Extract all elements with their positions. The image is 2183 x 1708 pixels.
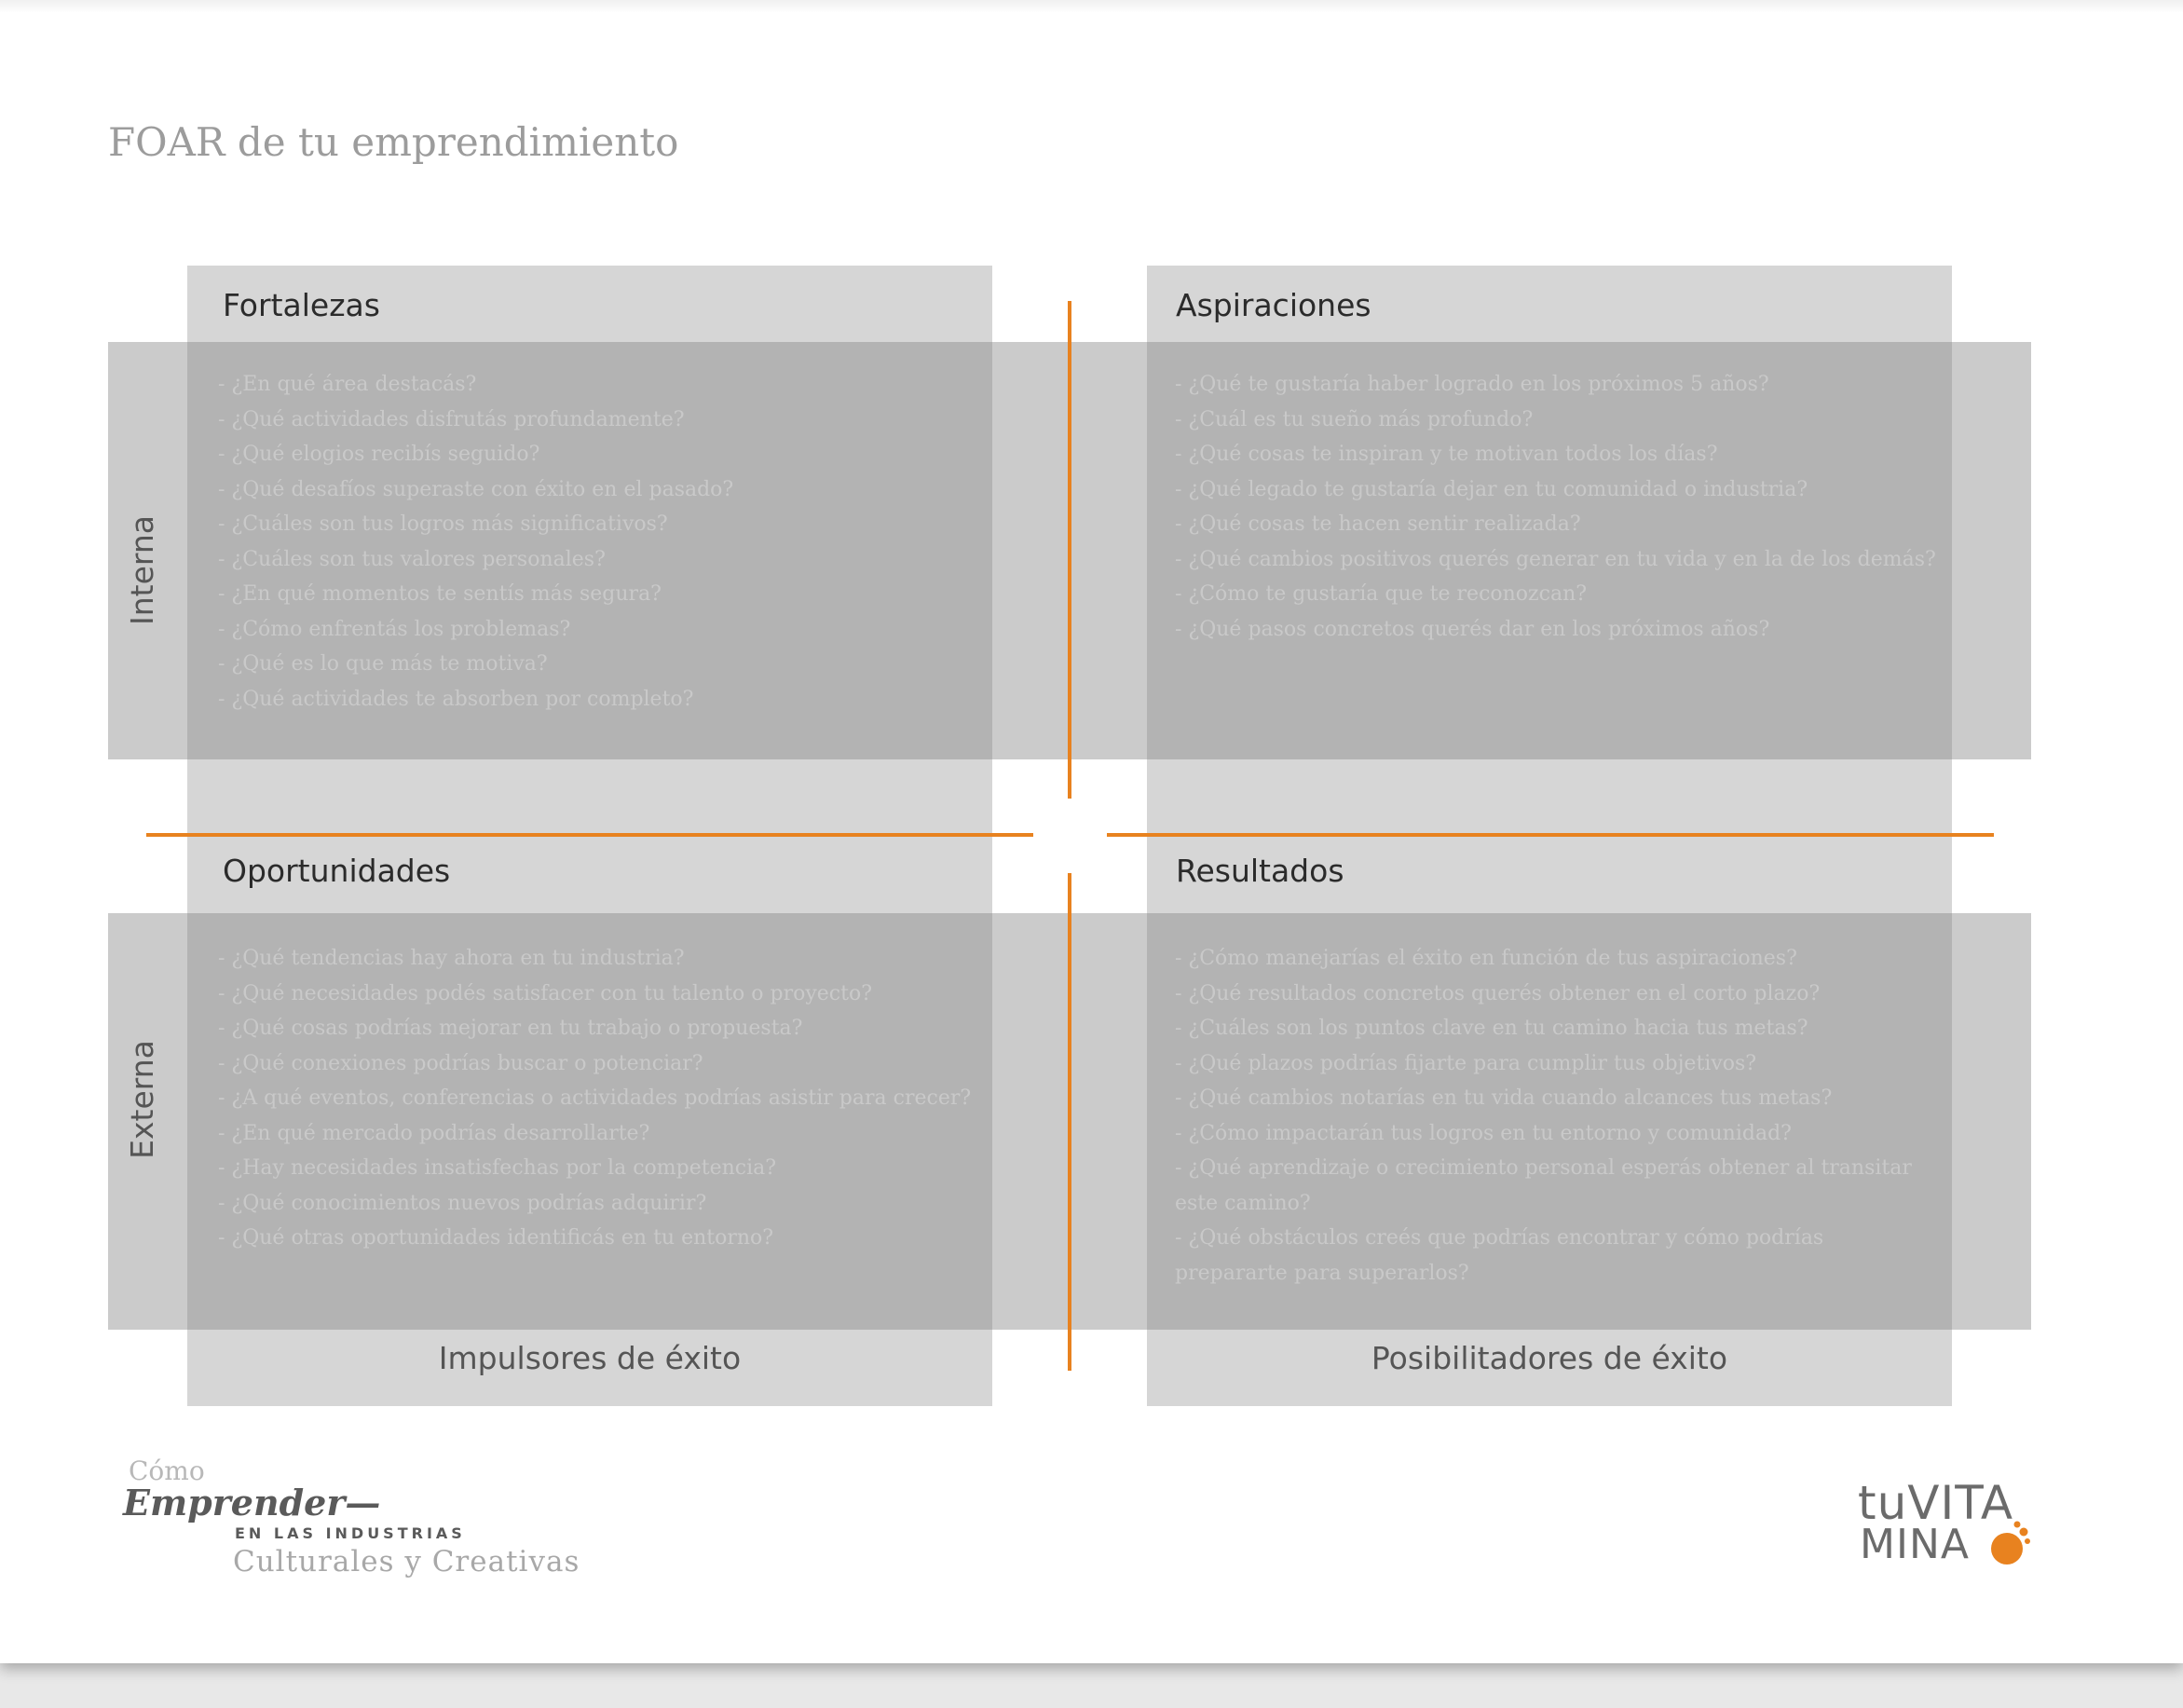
list-item: - ¿Cuáles son los puntos clave en tu camino hacia tus metas? [1175, 1017, 1808, 1040]
list-item: - ¿Cómo impactarán tus logros en tu entorno y comunidad? [1175, 1121, 1792, 1145]
list-item: - ¿Cuál es tu sueño más profundo? [1175, 407, 1534, 431]
heading-resultados: Resultados [1176, 853, 1344, 889]
heading-fortalezas: Fortalezas [223, 287, 380, 323]
logo-line-como: Cómo [129, 1455, 205, 1486]
axis-label-interna: Interna [124, 515, 160, 626]
list-item: - ¿Qué actividades te absorben por completo? [218, 687, 694, 711]
list-item: - ¿Qué obstáculos creés que podrías encontrar y cómo podrías prepararte para superarlos? [1175, 1226, 1824, 1285]
logo-line-mina: MINA [1860, 1521, 1970, 1568]
list-item: - ¿Qué plazos podrías fijarte para cumplir tus objetivos? [1175, 1051, 1757, 1075]
list-item: - ¿Hay necesidades insatisfechas por la competencia? [218, 1156, 777, 1180]
list-resultados [1175, 941, 1920, 1291]
list-oportunidades [218, 941, 991, 1256]
axis-label-impulsores: Impulsores de éxito [438, 1340, 742, 1376]
heading-oportunidades: Oportunidades [223, 853, 451, 889]
list-item: - ¿En qué momentos te sentís más segura? [218, 582, 662, 606]
list-item: - ¿Qué conocimientos nuevos podrías adquirir? [218, 1191, 707, 1215]
list-item: - ¿Qué es lo que más te motiva? [218, 652, 548, 676]
list-item: - ¿Qué elogios recibís seguido? [218, 443, 540, 466]
list-item: - ¿Cuáles son tus valores personales? [218, 547, 606, 571]
list-item: - ¿Qué pasos concretos querés dar en los próximos años? [1175, 617, 1770, 641]
list-item: - ¿Qué legado te gustaría dejar en tu comunidad o industria? [1175, 477, 1808, 501]
page-title: FOAR de tu emprendimiento [108, 119, 679, 165]
list-item: - ¿Qué desafíos superaste con éxito en el pasado? [218, 477, 734, 501]
logo-line-tuvita: tuVITA [1858, 1476, 2014, 1530]
logo-line-emprender: Emprender— [123, 1482, 381, 1524]
orange-dots-icon [1988, 1519, 2033, 1567]
axis-label-posibilitadores: Posibilitadores de éxito [1371, 1340, 1728, 1376]
list-item: - ¿Qué cambios positivos querés generar en tu vida y en la de los demás? [1175, 547, 1936, 571]
heading-aspiraciones: Aspiraciones [1176, 287, 1371, 323]
list-item: - ¿Qué resultados concretos querés obtener en el corto plazo? [1175, 981, 1821, 1005]
list-item: - ¿Qué tendencias hay ahora en tu industria? [218, 947, 685, 970]
list-item: - ¿Qué conexiones podrías buscar o potenciar? [218, 1051, 703, 1075]
list-item: - ¿Cuáles son tus logros más significativos? [218, 512, 668, 536]
list-item: - ¿En qué área destacás? [218, 373, 477, 396]
horizontal-divider-right [1107, 833, 1994, 837]
logo-line-culturales: Culturales y Creativas [233, 1545, 580, 1578]
horizontal-divider-left [146, 833, 1033, 837]
list-item: - ¿Qué cosas te hacen sentir realizada? [1175, 512, 1581, 536]
list-item: - ¿Cómo manejarías el éxito en función de tus aspiraciones? [1175, 947, 1797, 970]
list-aspiraciones [1175, 367, 1976, 647]
top-edge [0, 0, 2183, 13]
list-item: - ¿A qué eventos, conferencias o actividades podrías asistir para crecer? [218, 1086, 972, 1110]
list-item: - ¿En qué mercado podrías desarrollarte? [218, 1121, 650, 1145]
list-item: - ¿Qué cosas te inspiran y te motivan todos los días? [1175, 443, 1718, 466]
list-item: - ¿Cómo enfrentás los problemas? [218, 617, 571, 641]
list-item: - ¿Qué cosas podrías mejorar en tu trabajo o propuesta? [218, 1017, 803, 1040]
list-item: - ¿Qué actividades disfrutás profundamente? [218, 407, 685, 431]
list-item: - ¿Qué te gustaría haber logrado en los próximos 5 años? [1175, 373, 1769, 396]
list-item: - ¿Qué aprendizaje o crecimiento personal esperás obtener al transitar este camino? [1175, 1156, 1912, 1215]
list-item: - ¿Qué otras oportunidades identificás en tu entorno? [218, 1226, 774, 1250]
logo-line-en-las-industrias: EN LAS INDUSTRIAS [235, 1524, 466, 1542]
list-fortalezas [218, 367, 982, 717]
axis-label-externa: Externa [124, 1040, 160, 1159]
list-item: - ¿Cómo te gustaría que te reconozcan? [1175, 582, 1588, 606]
vertical-divider-bottom [1068, 873, 1071, 1371]
list-item: - ¿Qué cambios notarías en tu vida cuando alcances tus metas? [1175, 1086, 1833, 1110]
list-item: - ¿Qué necesidades podés satisfacer con tu talento o proyecto? [218, 981, 873, 1005]
vertical-divider-top [1068, 301, 1071, 799]
